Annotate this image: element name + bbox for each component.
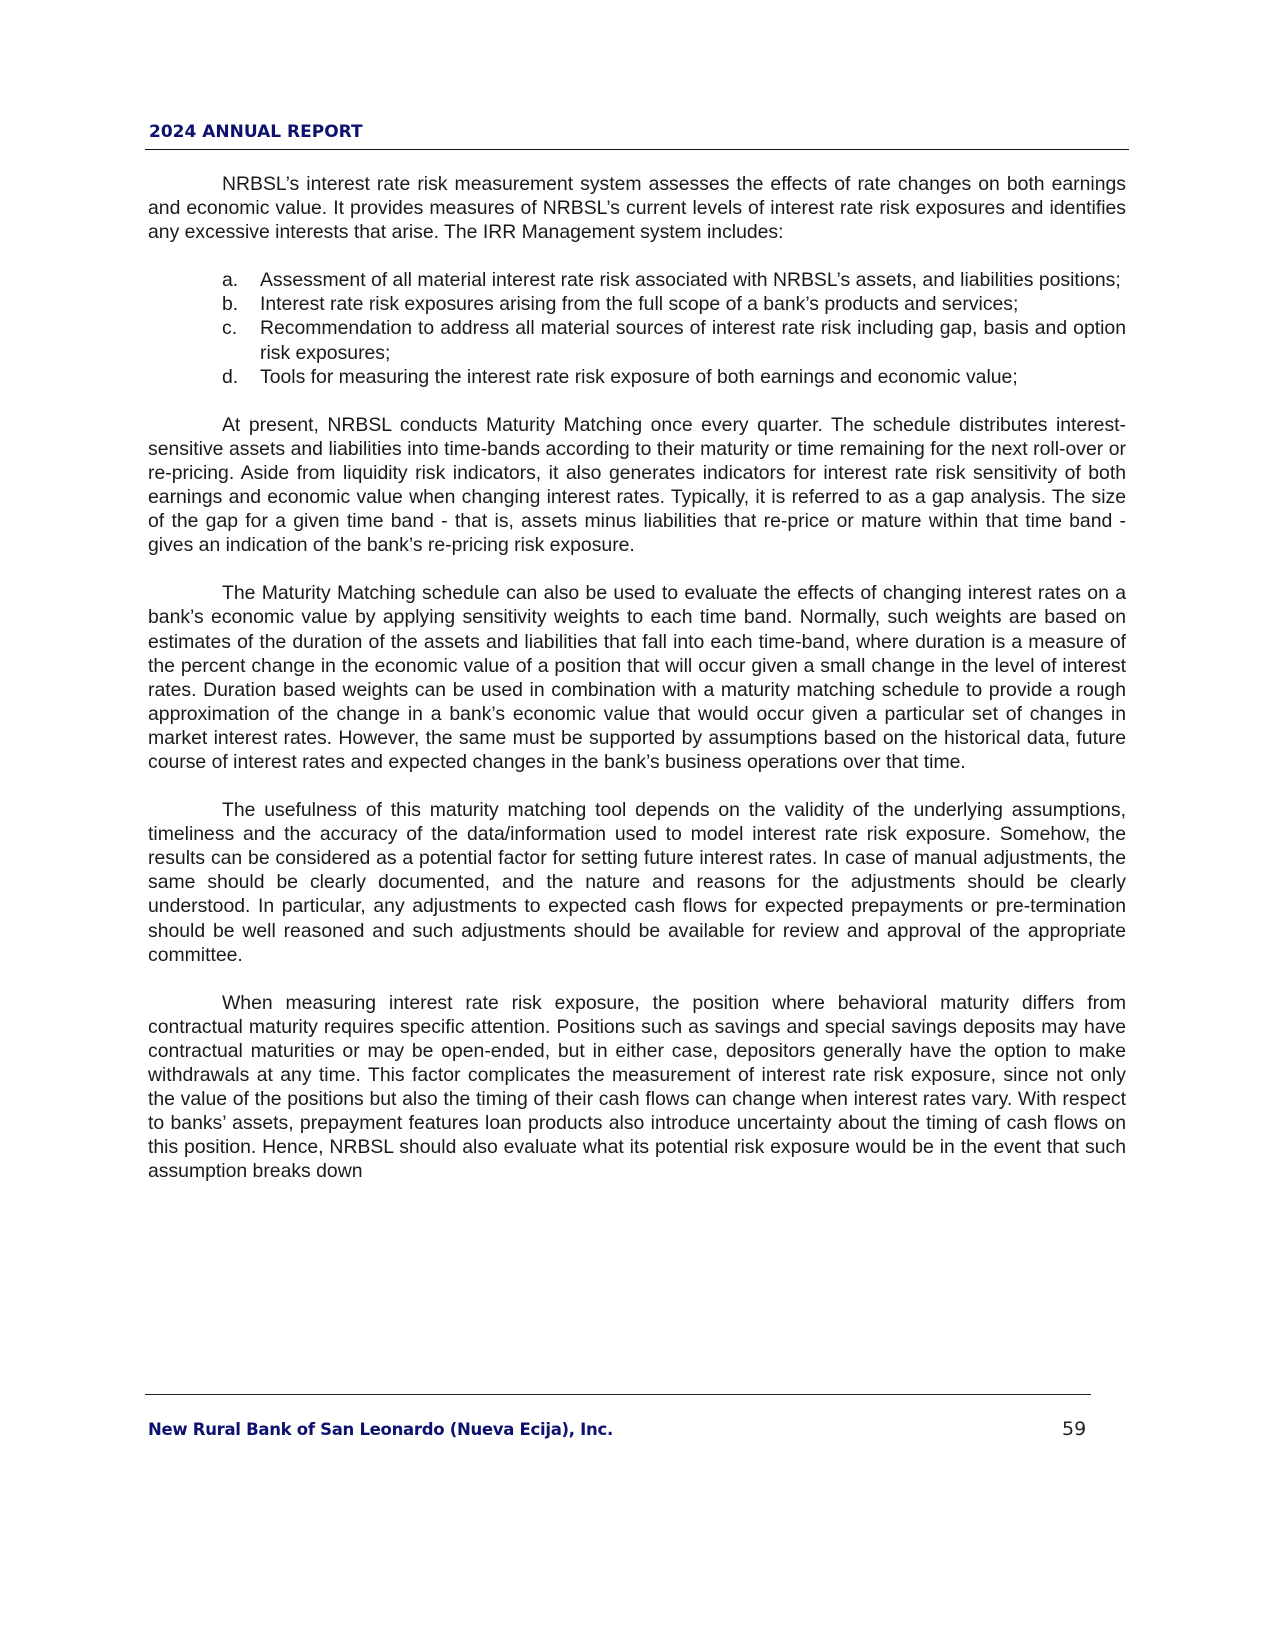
list-item-text: Interest rate risk exposures arising from the full scope of a bank’s products and services; <box>260 293 1019 316</box>
list-item <box>148 292 1126 316</box>
behavioral-maturity-paragraph: When measuring interest rate risk exposure, the position where behavioral maturity differs from contractual maturity requires specific attention. Positions such as savings and special savings deposits may have contractual maturities or may be open-ended, but in either case, depositors generally have the option to make withdrawals at any time. This factor complicates the measurement of interest rate risk exposure, since not only the value of the positions but also the timing of their cash flows can change when interest rates vary. With respect to banks’ assets, prepayment features loan products also introduce uncertainty about the timing of cash flows on this position. Hence, NRBSL should also evaluate what its potential risk exposure would be in the event that such assumption breaks down <box>148 991 1126 1183</box>
maturity-matching-paragraph: At present, NRBSL conducts Maturity Matching once every quarter. The schedule distributes interest-sensitive assets and liabilities into time-bands according to their maturity or time remaining for the next roll-over or re-pricing. Aside from liquidity risk indicators, it also generates indicators for interest rate risk sensitivity of both earnings and economic value when changing interest rates. Typically, it is referred to as a gap analysis. The size of the gap for a given time band - that is, assets minus liabilities that re-price or mature within that time band - gives an indication of the bank’s re-pricing risk exposure. <box>148 413 1126 557</box>
list-marker: c. <box>222 317 238 340</box>
footer-divider <box>145 1394 1091 1395</box>
list-marker: d. <box>222 365 239 388</box>
usefulness-paragraph: The usefulness of this maturity matching tool depends on the validity of the underlying assumptions, timeliness and the accuracy of the data/information used to model interest rate risk exposure. Somehow, the results can be considered as a potential factor for setting future interest rates. In case of manual adjustments, the same should be clearly documented, and the nature and reasons for the adjustments should be clearly understood. In particular, any adjustments to expected cash flows for expected prepayments or pre-termination should be well reasoned and such adjustments should be available for review and approval of the appropriate committee. <box>148 799 1126 966</box>
list-item <box>148 268 1126 292</box>
report-header-title: 2024 ANNUAL REPORT <box>149 122 363 142</box>
list-item-text: Assessment of all material interest rate risk associated with NRBSL’s assets, and liabilities positions; <box>260 269 1121 292</box>
list-marker: b. <box>222 293 239 316</box>
list-item-text: Recommendation to address all material sources of interest rate risk including gap, basis and option risk exposures; <box>260 317 1126 364</box>
intro-paragraph: NRBSL’s interest rate risk measurement system assesses the effects of rate changes on both earnings and economic value. It provides measures of NRBSL’s current levels of interest rate risk exposures and identifies any excessive interests that arise. The IRR Management system includes: <box>148 173 1126 244</box>
list-marker: a. <box>222 269 239 292</box>
page-number: 59 <box>1062 1418 1087 1440</box>
irr-system-list <box>148 268 1126 388</box>
list-item <box>148 365 1126 389</box>
economic-value-paragraph: The Maturity Matching schedule can also be used to evaluate the effects of changing interest rates on a bank’s economic value by applying sensitivity weights to each time band. Normally, such weights are based on estimates of the duration of the assets and liabilities that fall into each time-band, where duration is a measure of the percent change in the economic value of a position that will occur given a small change in the level of interest rates. Duration based weights can be used in combination with a maturity matching schedule to provide a rough approximation of the change in a bank’s economic value that would occur given a particular set of changes in market interest rates. However, the same must be supported by assumptions based on the historical data, future course of interest rates and expected changes in the bank’s business operations over that time. <box>148 582 1126 773</box>
document-body <box>148 172 1126 1207</box>
footer-bank-name: New Rural Bank of San Leonardo (Nueva Ecija), Inc. <box>148 1420 613 1439</box>
list-item-text: Tools for measuring the interest rate risk exposure of both earnings and economic value; <box>260 365 1018 388</box>
list-item <box>148 316 1126 364</box>
header-divider <box>145 149 1129 150</box>
